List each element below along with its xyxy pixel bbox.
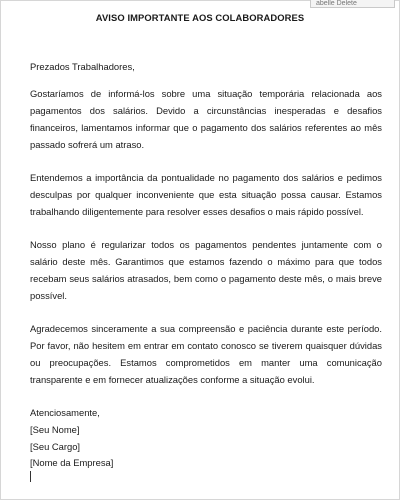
signature-block [30,422,113,472]
paragraph-2: Entendemos a importância da pontualidade no pagamento dos salários e pedimos desculpas por qualquer inconveniente que esta situação possa causar. Estamos trabalhando diligentemente para resolver esses desafios o mais rápido possível. [30,172,382,217]
signature-role: [Seu Cargo] [30,440,81,452]
paragraph-4: Agradecemos sinceramente a sua compreensão e paciência durante este período. Por favor, não hesitem em entrar em contato conosco se tiverem quaisquer dúvidas ou preocupações. Estamos comprometidos em manter uma comunicação transparente e em fornecer atualizações conforme a situação evolui. [30,323,382,385]
document-body [30,58,382,421]
toolbar-chip[interactable]: abelle Delete [310,0,395,8]
signature-company: [Nome da Empresa] [30,457,114,468]
signature-name: [Seu Nome] [30,424,80,435]
document-title: AVISO IMPORTANTE AOS COLABORADORES [95,12,305,23]
salutation: Prezados Trabalhadores, [30,61,135,72]
text-cursor [30,471,31,482]
paragraph-1: Gostaríamos de informá-los sobre uma situação temporária relacionada aos pagamentos dos salários. Devido a circunstâncias inesperadas e desafios financeiros, lamentamos informar que o pagamento dos salários referentes ao mês passado sofrerá um atraso. [30,88,382,150]
closing: Atenciosamente, [30,407,100,418]
paragraph-3: Nosso plano é regularizar todos os pagamentos pendentes juntamente com o salário deste mês. Garantimos que estamos fazendo o máximo para que todos recebam seus salários atrasados, bem como o pagamento deste mês, o mais breve possível. [30,239,382,301]
